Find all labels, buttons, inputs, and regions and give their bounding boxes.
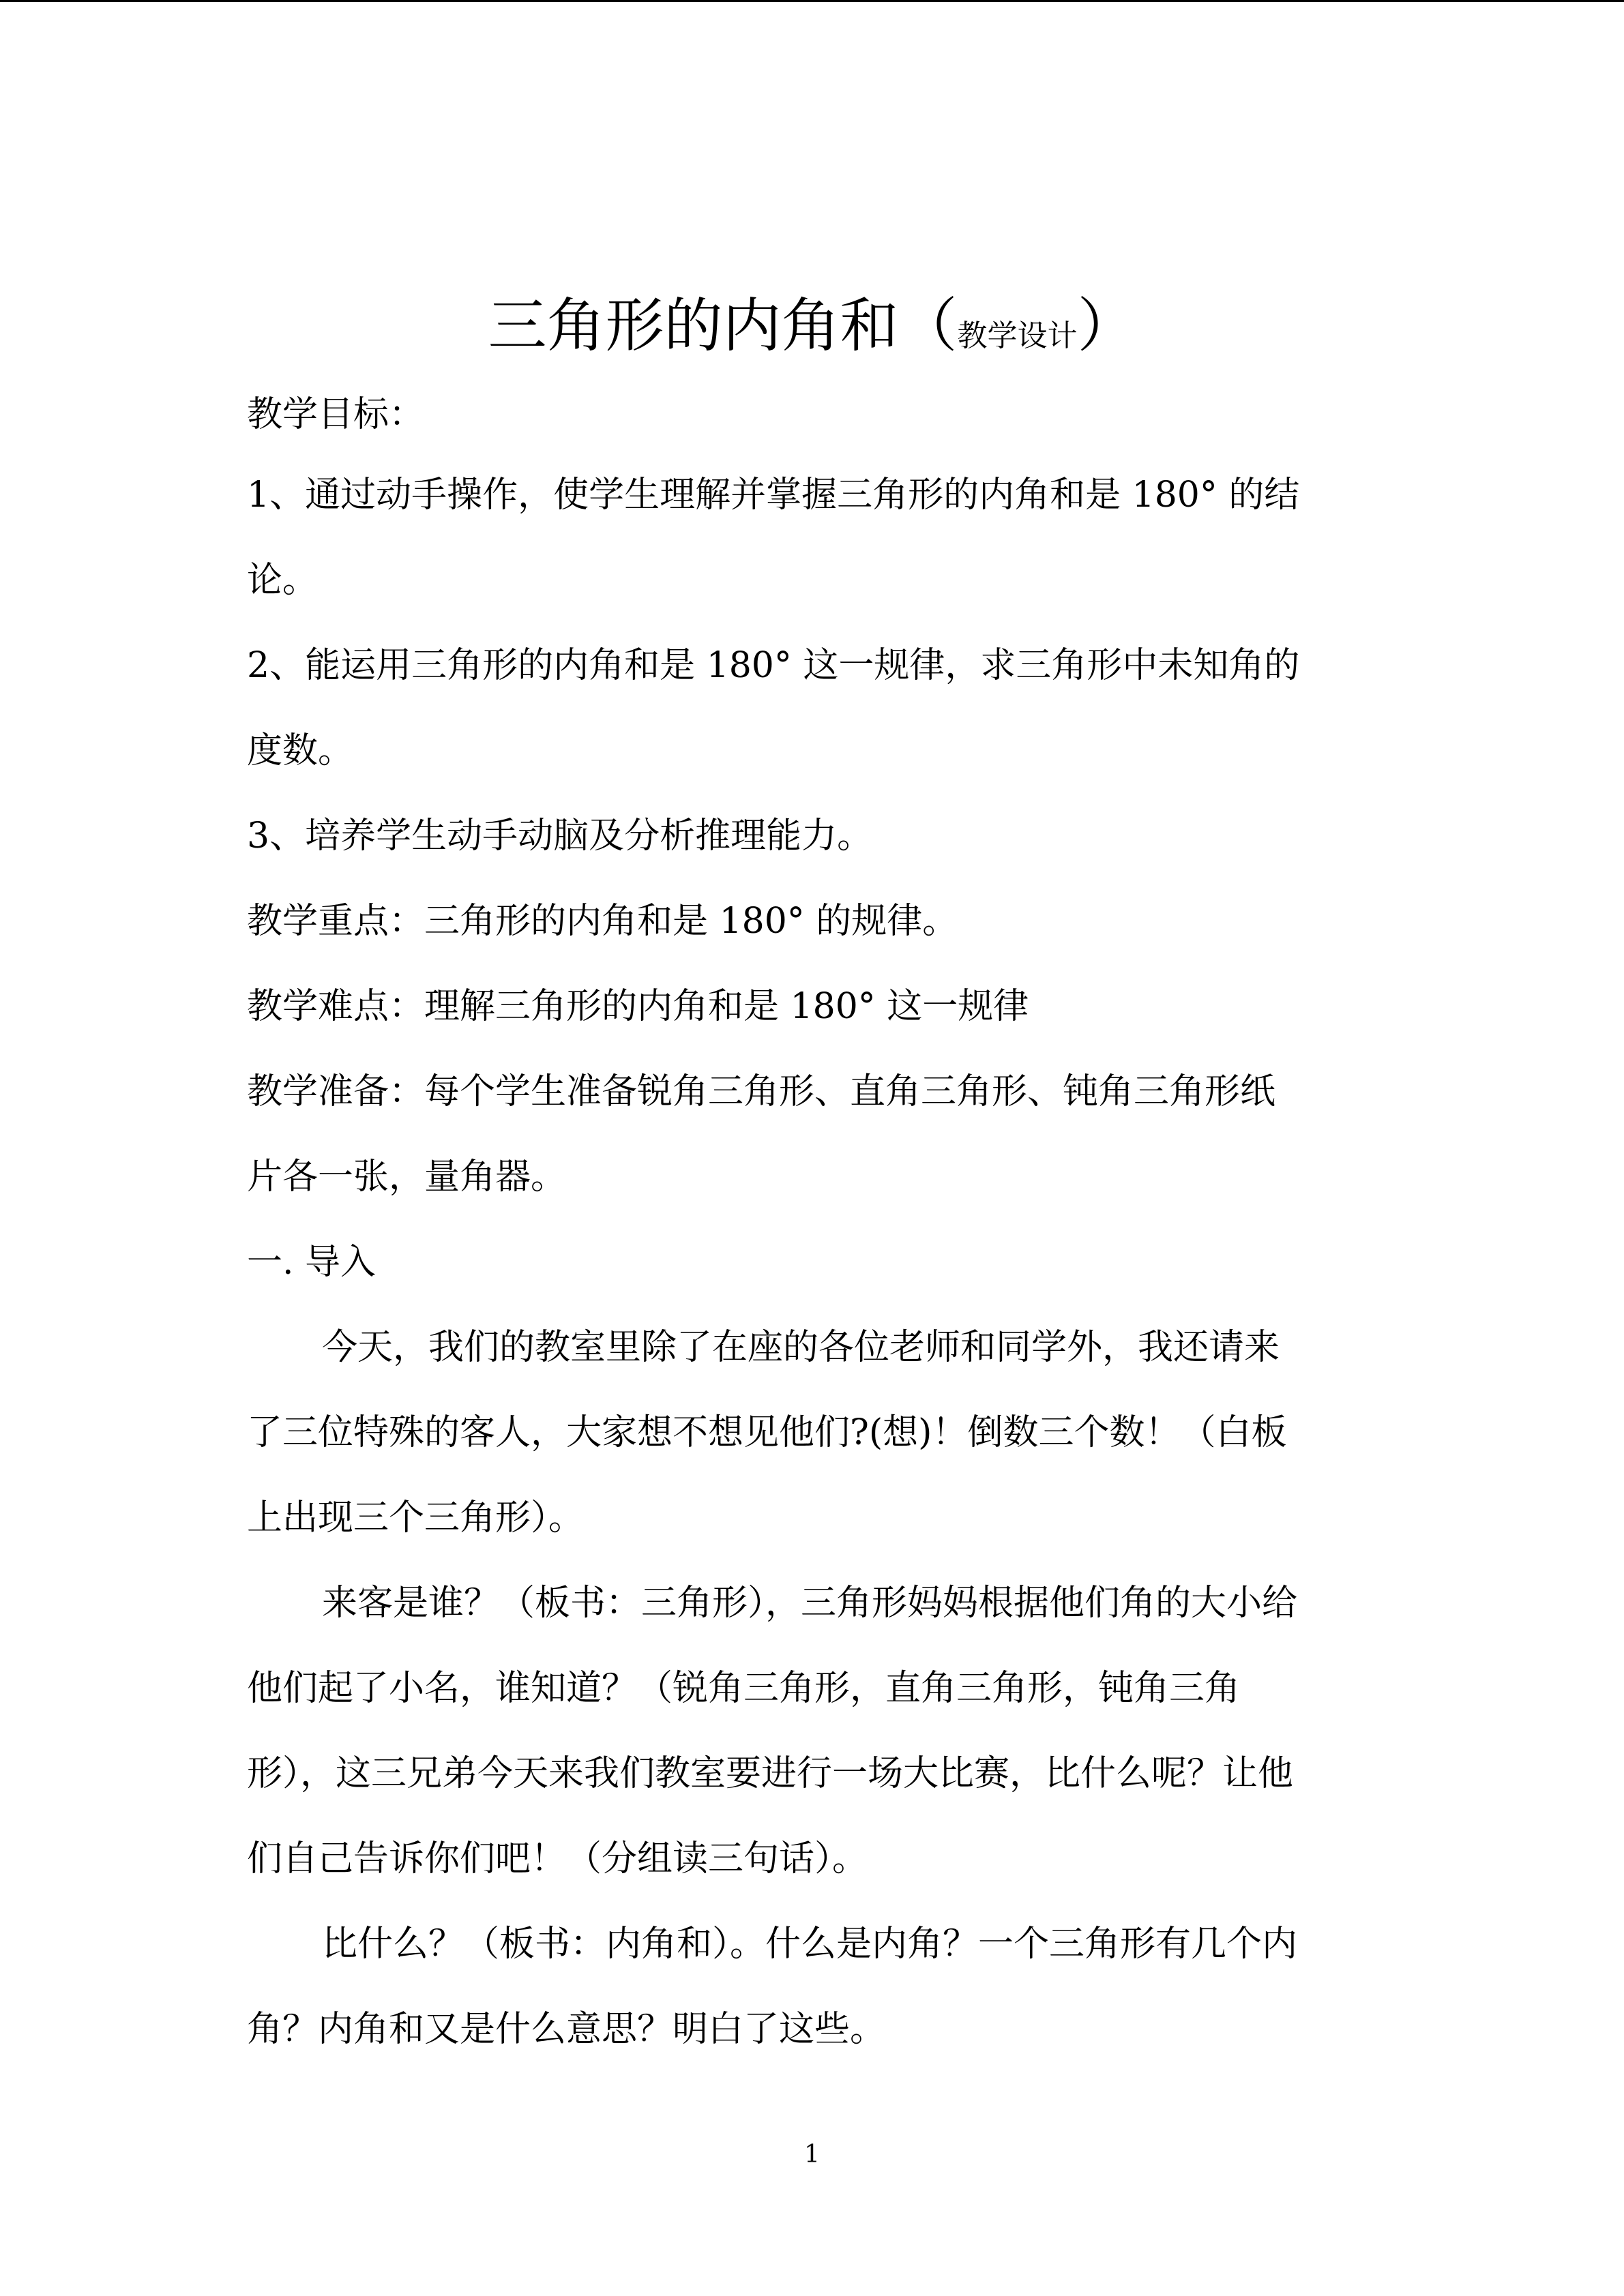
section-heading: 一. 导入 [247,1242,377,1283]
page-number: 1 [804,2141,820,2168]
text-line: 2、能运用三角形的内角和是 180° 这一规律，求三角形中未知角的 [247,645,1300,686]
paragraph-line: 上出现三个三角形）。 [247,1497,585,1538]
title-subtitle: 教学设计 [957,318,1078,353]
paragraph-line: 了三位特殊的客人，大家想不想见他们?(想)！倒数三个数！（白板 [247,1412,1287,1453]
text-line: 教学准备：每个学生准备锐角三角形、直角三角形、钝角三角形纸 [247,1071,1276,1112]
text-line: 教学重点：三角形的内角和是 180° 的规律。 [247,901,958,942]
title-paren-open: （ [898,292,958,360]
paragraph-line: 来客是谁？（板书：三角形），三角形妈妈根据他们角的大小给 [322,1583,1298,1624]
paragraph-line: 他们起了小名，谁知道？（锐角三角形，直角三角形，钝角三角 [247,1668,1241,1709]
text-line: 教学难点：理解三角形的内角和是 180° 这一规律 [247,986,1029,1027]
paragraph-line: 形），这三兄弟今天来我们教室要进行一场大比赛，比什么呢？让他 [247,1753,1294,1794]
title-main: 三角形的内角和 [488,292,899,360]
paragraph-line: 们自己告诉你们吧！（分组读三句话）。 [247,1838,868,1879]
text-line: 论。 [247,560,319,601]
text-line: 教学目标： [247,394,425,435]
paragraph-line: 比什么？（板书：内角和）。什么是内角？一个三角形有几个内 [322,1924,1298,1965]
text-line: 片各一张，量角器。 [247,1157,567,1197]
document-title [0,285,1624,377]
text-line: 度数。 [247,730,354,771]
text-line: 3、培养学生动手动脑及分析推理能力。 [247,816,873,856]
paragraph-line: 今天，我们的教室里除了在座的各位老师和同学外，我还请来 [322,1327,1280,1368]
title-paren-close: ） [1077,292,1136,360]
paragraph-line: 角？内角和又是什么意思？明白了这些。 [247,2009,886,2050]
text-line: 1、通过动手操作，使学生理解并掌握三角形的内角和是 180° 的结 [247,475,1300,516]
top-border-line [0,0,1624,2]
